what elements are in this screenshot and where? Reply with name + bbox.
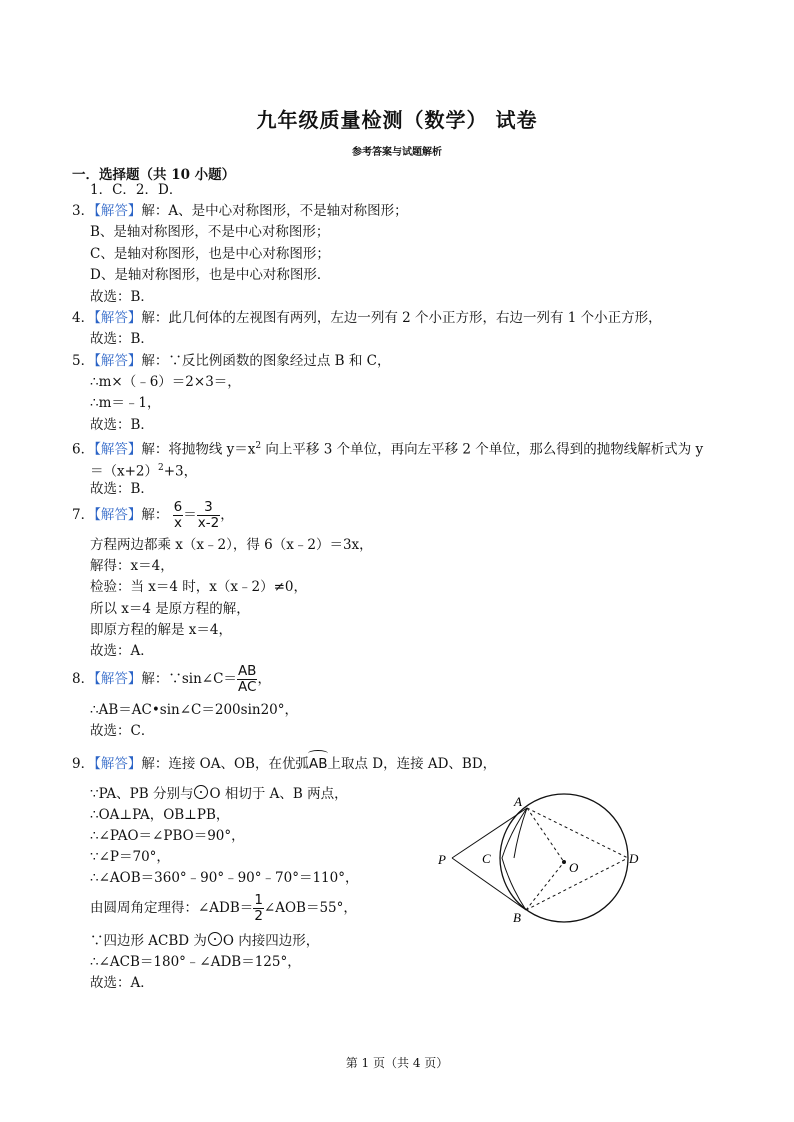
q7-fraction-right-numerator: 3 <box>197 500 220 516</box>
q7-answer-tag: 【解答】 <box>94 507 142 523</box>
q9-line-10: 故选：A． <box>90 975 154 991</box>
q9-line-3: ∴OA⊥PA，OB⊥PB， <box>90 807 230 823</box>
q3-number: 3． <box>72 203 95 219</box>
circle-tangent-diagram <box>430 788 650 938</box>
q6-text-b3: +3， <box>163 463 198 480</box>
q7-line-5: 所以 x＝4 是原方程的解， <box>90 601 250 617</box>
q5-number: 5． <box>72 353 95 369</box>
q9-fraction-numerator: 1 <box>254 892 263 908</box>
q9-line-8 <box>90 932 319 950</box>
q8-text-a: 解：∵sin∠C＝ <box>141 671 237 687</box>
q9-line-5: ∵∠P＝70°， <box>90 849 170 865</box>
chord-acb <box>502 808 527 910</box>
circle-symbol-icon <box>208 932 222 946</box>
section-heading: 一．选择题（共 10 小题） <box>72 167 236 183</box>
q7-line-1 <box>72 500 234 531</box>
q6-exponent-1: 2 <box>255 441 262 451</box>
q7-comma: ， <box>220 507 234 523</box>
q6-line-3: 故选：B． <box>90 481 154 497</box>
label-c: C <box>482 851 491 866</box>
page-subtitle: 参考答案与试题解析 <box>352 147 442 158</box>
q3-line-3: C、是轴对称图形，也是中心对称图形； <box>90 246 330 262</box>
q7-fraction-left-denominator: x <box>173 515 182 531</box>
q9-text-a2: 上取点 D，连接 AD、BD， <box>327 756 497 772</box>
q6-text-a3: 向上平移 3 个单位，再向左平移 2 个单位，那么得到的抛物线解析式为 y <box>261 441 704 458</box>
q6-line-2 <box>90 459 197 481</box>
q6-exponent-2: 2 <box>158 463 164 473</box>
q9-line-9: ∴∠ACB＝180°﹣∠ADB＝125°， <box>90 954 301 970</box>
q3-line-4: D、是轴对称图形，也是中心对称图形． <box>90 267 331 283</box>
q7-number: 7． <box>72 507 95 523</box>
segment-ad <box>527 808 628 858</box>
q3-text-a: 解：A、是中心对称图形，不是轴对称图形； <box>141 203 408 219</box>
q8-comma: ， <box>257 671 271 687</box>
q3-line-1 <box>72 202 408 220</box>
q9-line-6: ∴∠AOB＝360°﹣90°﹣90°﹣70°＝110°， <box>90 870 359 886</box>
q9-line-1 <box>72 755 496 773</box>
q4-text-a: 解：此几何体的左视图有两列，左边一列有 2 个小正方形，右边一列有 1 个小正方形， <box>141 310 662 326</box>
q9-line-2 <box>90 785 348 803</box>
center-o-point <box>562 860 566 864</box>
label-d: D <box>629 851 639 866</box>
q5-line-3: ∴m＝﹣1， <box>90 395 161 411</box>
q5-text-a: 解：∵反比例函数的图象经过点 B 和 C， <box>141 353 391 369</box>
q3-answer-tag: 【解答】 <box>94 203 142 219</box>
q4-answer-tag: 【解答】 <box>94 310 142 326</box>
label-o: O <box>569 860 579 875</box>
q9-text-g1: 由圆周角定理得：∠ADB＝ <box>90 900 254 916</box>
q7-line-4: 检验：当 x＝4 时，x（x﹣2）≠0， <box>90 579 308 595</box>
q3-line-2: B、是轴对称图形，不是中心对称图形； <box>90 224 330 240</box>
q8-line-3: 故选：C． <box>90 723 155 739</box>
q4-number: 4． <box>72 310 95 326</box>
q9-line-7 <box>90 893 357 924</box>
circle-symbol-icon <box>194 785 208 799</box>
q9-number: 9． <box>72 756 95 772</box>
q5-line-4: 故选：B． <box>90 417 154 433</box>
q5-answer-tag: 【解答】 <box>94 353 142 369</box>
q7-text-a: 解： <box>141 507 169 523</box>
q9-answer-tag: 【解答】 <box>94 756 142 772</box>
q7-fraction-right-denominator: x-2 <box>197 515 220 531</box>
q6-text-a1: 解：将抛物线 y＝x <box>141 441 256 458</box>
q6-number: 6． <box>72 441 95 458</box>
q9-fraction <box>253 893 264 924</box>
q6-line-1 <box>72 437 703 459</box>
q8-answer-tag: 【解答】 <box>94 671 142 687</box>
q7-fraction-left-numerator: 6 <box>173 499 183 515</box>
q9-text-h2: O 内接四边形， <box>222 933 320 949</box>
q6-text-b1: ＝（x+2） <box>90 463 159 480</box>
q5-line-1 <box>72 352 390 370</box>
segment-ob <box>526 862 564 910</box>
q8-fraction <box>237 664 258 695</box>
q6-answer-tag: 【解答】 <box>94 441 142 458</box>
answers-1-2: 1．C．2．D． <box>90 182 183 198</box>
page-footer: 第 1 页（共 4 页） <box>345 1056 449 1070</box>
q9-text-b2: O 相切于 A、B 两点， <box>209 786 348 802</box>
q9-text-g2: ∠AOB＝55°， <box>263 900 357 916</box>
q7-equals: ＝ <box>183 507 197 523</box>
q8-number: 8． <box>72 671 95 687</box>
q9-text-b1: ∵PA、PB 分别与 <box>90 786 194 802</box>
q9-fraction-denominator: 2 <box>254 908 263 924</box>
q4-line-1 <box>72 309 662 327</box>
q7-line-6: 即原方程的解是 x＝4， <box>90 622 232 638</box>
q7-fraction-left <box>173 500 184 531</box>
q9-arc-ab: AB <box>308 756 328 772</box>
label-b: B <box>513 910 521 925</box>
label-p: P <box>438 852 446 867</box>
q7-line-2: 方程两边都乘 x（x﹣2），得 6（x﹣2）＝3x， <box>90 537 373 553</box>
q9-text-a1: 解：连接 OA、OB，在优弧 <box>141 756 309 772</box>
q7-line-7: 故选：A． <box>90 643 154 659</box>
q3-line-5: 故选：B． <box>90 289 154 305</box>
q8-fraction-numerator: AB <box>237 663 257 679</box>
q7-line-3: 解得：x＝4， <box>90 558 174 574</box>
q5-line-2: ∴m×（﹣6）＝2×3＝， <box>90 374 241 390</box>
q8-line-1 <box>72 664 271 695</box>
q7-fraction-right <box>197 500 220 531</box>
label-a: A <box>514 794 522 809</box>
q9-line-4: ∴∠PAO＝∠PBO＝90°， <box>90 828 245 844</box>
segment-oa <box>527 808 564 862</box>
q4-line-2: 故选：B． <box>90 331 154 347</box>
q9-text-h1: ∵四边形 ACBD 为 <box>90 933 207 949</box>
page-title: 九年级质量检测（数学） 试卷 <box>256 108 538 132</box>
q8-line-2: ∴AB＝AC•sin∠C＝200sin20°， <box>90 702 299 718</box>
q8-fraction-denominator: AC <box>237 679 257 695</box>
